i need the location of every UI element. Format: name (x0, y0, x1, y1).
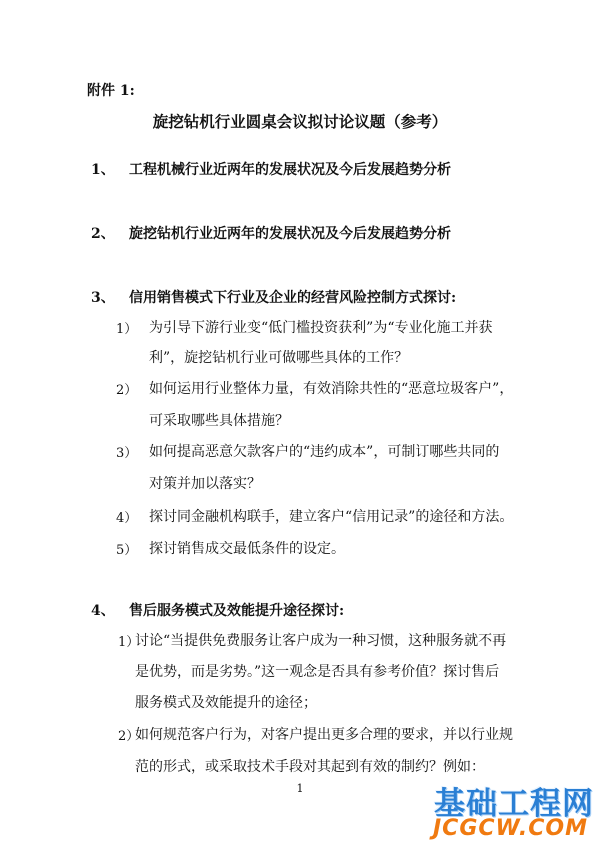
list-item-text: 范的形式，或采取技术手段对其起到有效的制约？例如： (135, 759, 485, 775)
list-item-text: 讨论“当提供免费服务让客户成为一种习惯，这种服务就不再 (135, 633, 507, 649)
list-item-text: 探讨销售成交最低条件的设定。 (149, 541, 345, 557)
watermark-domain-name: JCGCW (433, 816, 519, 841)
list-item-number: 5） (116, 543, 138, 558)
section-4-number: 4、 (91, 603, 115, 619)
section-2-number: 2、 (91, 226, 115, 242)
list-item-text: 服务模式及效能提升的途径； (135, 695, 317, 711)
list-item-number: 2） (118, 729, 140, 744)
list-item-text: 利”，旋挖钻机行业可做哪些具体的工作？ (149, 350, 409, 366)
list-item-number: 2） (116, 383, 138, 398)
document-title: 旋挖钻机行业圆桌会议拟讨论议题（参考） (152, 112, 448, 131)
list-item-text: 对策并加以落实？ (149, 476, 261, 492)
watermark-domain-suffix: .COM (518, 816, 588, 841)
section-1-number: 1、 (91, 162, 115, 178)
list-item-text: 可采取哪些具体措施？ (149, 413, 289, 429)
list-item-number: 4） (116, 511, 138, 526)
section-2-title: 旋挖钻机行业近两年的发展状况及今后发展趋势分析 (129, 226, 451, 242)
section-3-number: 3、 (91, 290, 115, 306)
watermark-domain (433, 816, 588, 841)
list-item-text: 如何运用行业整体力量，有效消除共性的“恶意垃圾客户”， (149, 381, 514, 397)
list-item-number: 3） (116, 446, 138, 461)
page-number: 1 (296, 782, 304, 795)
list-item-number: 1） (116, 322, 138, 337)
list-item-text: 如何规范客户行为，对客户提出更多合理的要求，并以行业规 (135, 727, 513, 743)
list-item-number: 1） (118, 635, 140, 650)
list-item-text: 是优势，而是劣势。”这一观念是否具有参考价值？探讨售后 (135, 664, 500, 680)
list-item-text: 为引导下游行业变“低门槛投资获利”为“专业化施工并获 (149, 320, 493, 336)
list-item-text: 探讨同金融机构联手，建立客户“信用记录”的途径和方法。 (149, 509, 514, 525)
site-watermark-logo (414, 778, 594, 844)
watermark-chinese-text: 基础工程网 (434, 786, 594, 822)
attachment-label: 附件 1: (87, 83, 135, 99)
section-3-title: 信用销售模式下行业及企业的经营风险控制方式探讨: (129, 290, 457, 306)
section-4-title: 售后服务模式及效能提升途径探讨: (129, 603, 345, 619)
section-1-title: 工程机械行业近两年的发展状况及今后发展趋势分析 (129, 162, 451, 178)
list-item-text: 如何提高恶意欠款客户的“违约成本”，可制订哪些共同的 (149, 444, 500, 460)
